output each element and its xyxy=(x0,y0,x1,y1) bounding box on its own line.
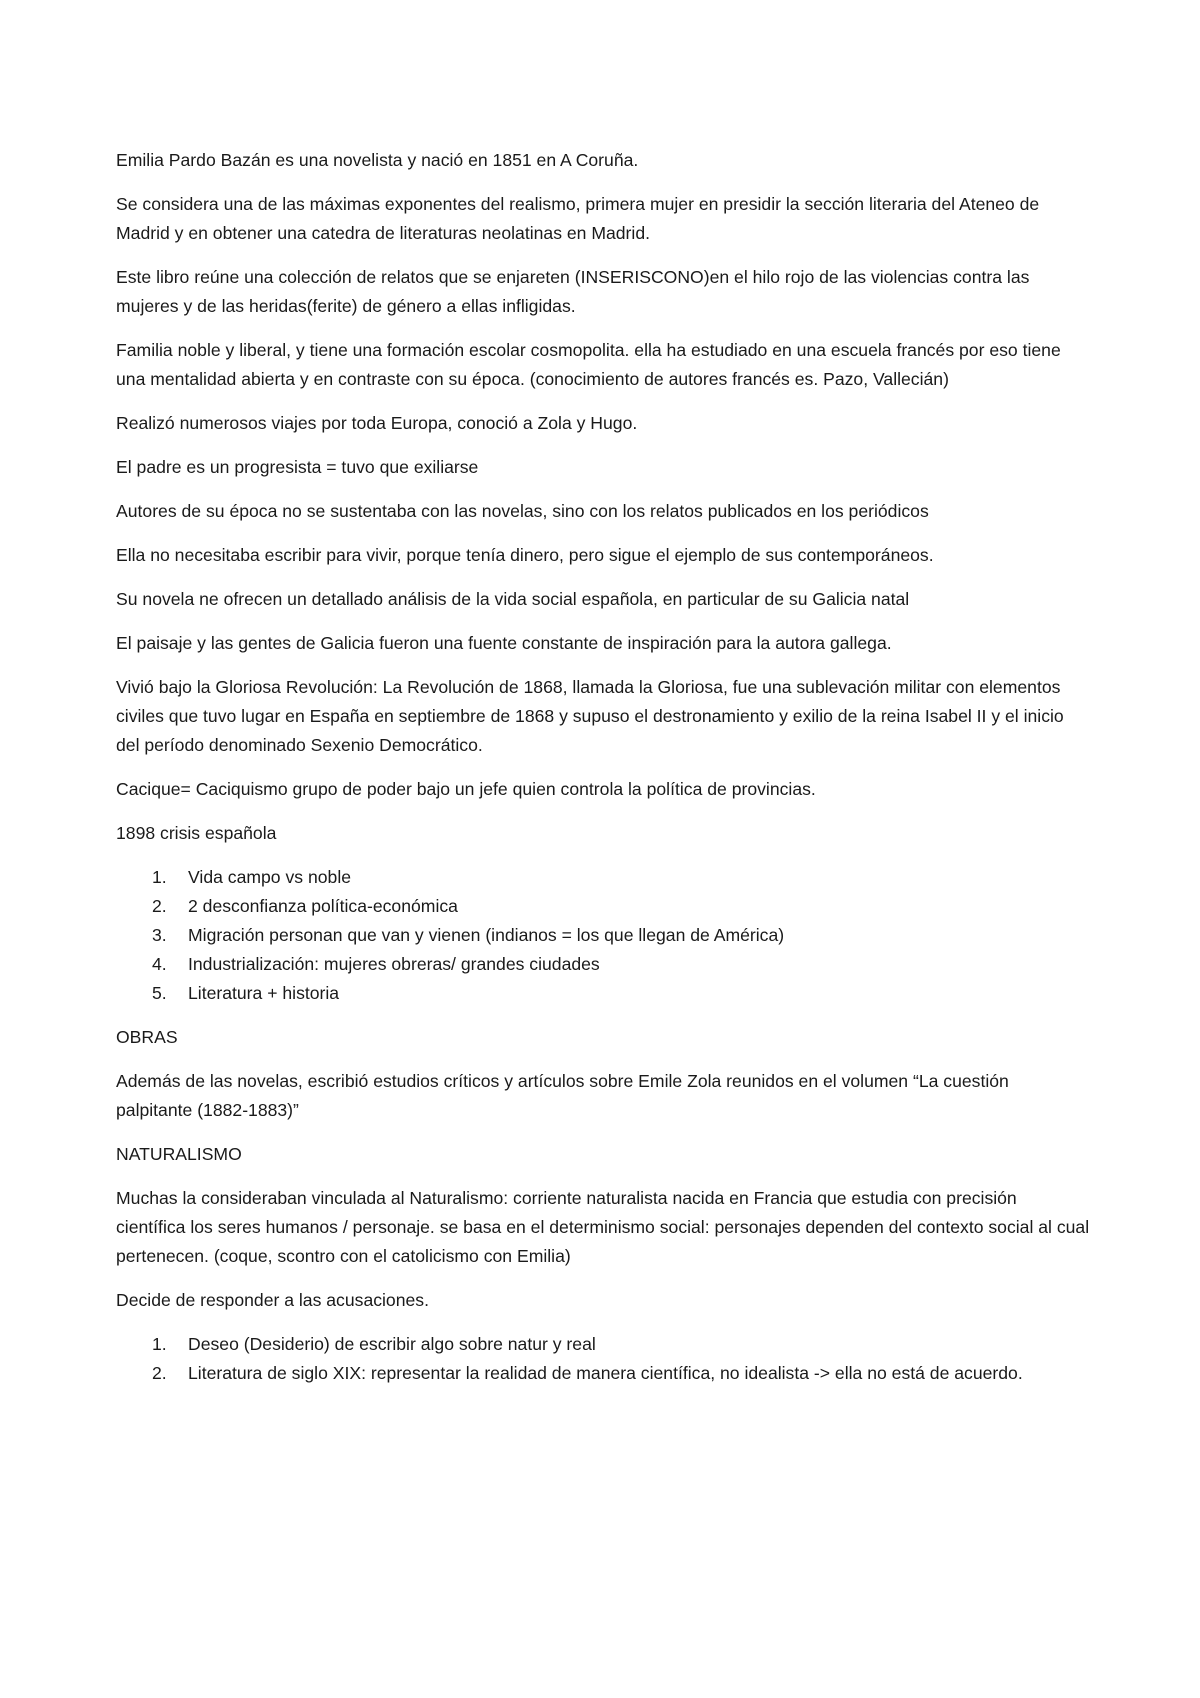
list-number: 1. xyxy=(152,867,167,887)
list-item xyxy=(116,1359,1090,1388)
heading-obras: OBRAS xyxy=(116,1027,178,1047)
list-text: Migración personan que van y vienen (indianos = los que llegan de América) xyxy=(188,925,785,945)
paragraph-crisis: 1898 crisis española xyxy=(116,823,277,843)
list-item xyxy=(116,921,1090,950)
list-item xyxy=(116,863,1090,892)
list-text: Deseo (Desiderio) de escribir algo sobre natur y real xyxy=(188,1334,596,1354)
paragraph-novel: Su novela ne ofrecen un detallado análisis de la vida social española, en particular de su Galicia natal xyxy=(116,589,910,609)
list-item xyxy=(116,1330,1090,1359)
list-item xyxy=(116,979,1090,1008)
paragraph-decide: Decide de responder a las acusaciones. xyxy=(116,1290,429,1310)
list-text: Literatura de siglo XIX: representar la realidad de manera científica, no idealista -> ella no está de acuerdo. xyxy=(188,1363,1023,1383)
heading-naturalismo: NATURALISMO xyxy=(116,1144,242,1164)
paragraph-authors: Autores de su época no se sustentaba con las novelas, sino con los relatos publicados en los periódicos xyxy=(116,501,929,521)
paragraph-naturalismo: Muchas la consideraban vinculada al Naturalismo: corriente naturalista nacida en Francia que estudia con precisión científica los seres humanos / personaje. se basa en el determinismo social: personajes dependen del contexto social al cual pertenecen. (coque, scontro con el catolicismo con Emilia) xyxy=(116,1188,1090,1266)
paragraph-money: Ella no necesitaba escribir para vivir, porque tenía dinero, pero sigue el ejemplo de sus contemporáneos. xyxy=(116,545,934,565)
paragraph-realism: Se considera una de las máximas exponentes del realismo, primera mujer en presidir la sección literaria del Ateneo de Madrid y en obtener una catedra de literaturas neolatinas en Madrid. xyxy=(116,194,1040,243)
paragraph-family: Familia noble y liberal, y tiene una formación escolar cosmopolita. ella ha estudiado en una escuela francés por eso tiene una mentalidad abierta y en contraste con su época. (conocimiento de autores francés es. Pazo, Vallecián) xyxy=(116,340,1061,389)
response-list xyxy=(116,1330,1090,1388)
paragraph-galicia: El paisaje y las gentes de Galicia fueron una fuente constante de inspiración para la autora gallega. xyxy=(116,633,892,653)
list-item xyxy=(116,950,1090,979)
list-number: 4. xyxy=(152,954,167,974)
paragraph-intro: Emilia Pardo Bazán es una novelista y nació en 1851 en A Coruña. xyxy=(116,150,639,170)
list-number: 5. xyxy=(152,983,167,1003)
list-text: 2 desconfianza política-económica xyxy=(188,896,458,916)
crisis-list xyxy=(116,863,1090,1008)
list-number: 2. xyxy=(152,1363,167,1383)
list-text: Vida campo vs noble xyxy=(188,867,352,887)
list-text: Industrialización: mujeres obreras/ grandes ciudades xyxy=(188,954,600,974)
paragraph-father: El padre es un progresista = tuvo que exiliarse xyxy=(116,457,479,477)
paragraph-travels: Realizó numerosos viajes por toda Europa, conoció a Zola y Hugo. xyxy=(116,413,638,433)
paragraph-book: Este libro reúne una colección de relatos que se enjareten (INSERISCONO)en el hilo rojo de las violencias contra las mujeres y de las heridas(ferite) de género a ellas infligidas. xyxy=(116,267,1030,316)
list-number: 1. xyxy=(152,1334,167,1354)
list-item xyxy=(116,892,1090,921)
list-text: Literatura + historia xyxy=(188,983,340,1003)
list-number: 3. xyxy=(152,925,167,945)
paragraph-revolution: Vivió bajo la Gloriosa Revolución: La Revolución de 1868, llamada la Gloriosa, fue una sublevación militar con elementos civiles que tuvo lugar en España en septiembre de 1868 y supuso el destronamiento y exilio de la reina Isabel II y el inicio del período denominado Sexenio Democrático. xyxy=(116,677,1064,755)
list-number: 2. xyxy=(152,896,167,916)
paragraph-cacique: Cacique= Caciquismo grupo de poder bajo un jefe quien controla la política de provincias. xyxy=(116,779,816,799)
paragraph-zola: Además de las novelas, escribió estudios críticos y artículos sobre Emile Zola reunidos en el volumen “La cuestión palpitante (1882-1883)” xyxy=(116,1071,1009,1120)
